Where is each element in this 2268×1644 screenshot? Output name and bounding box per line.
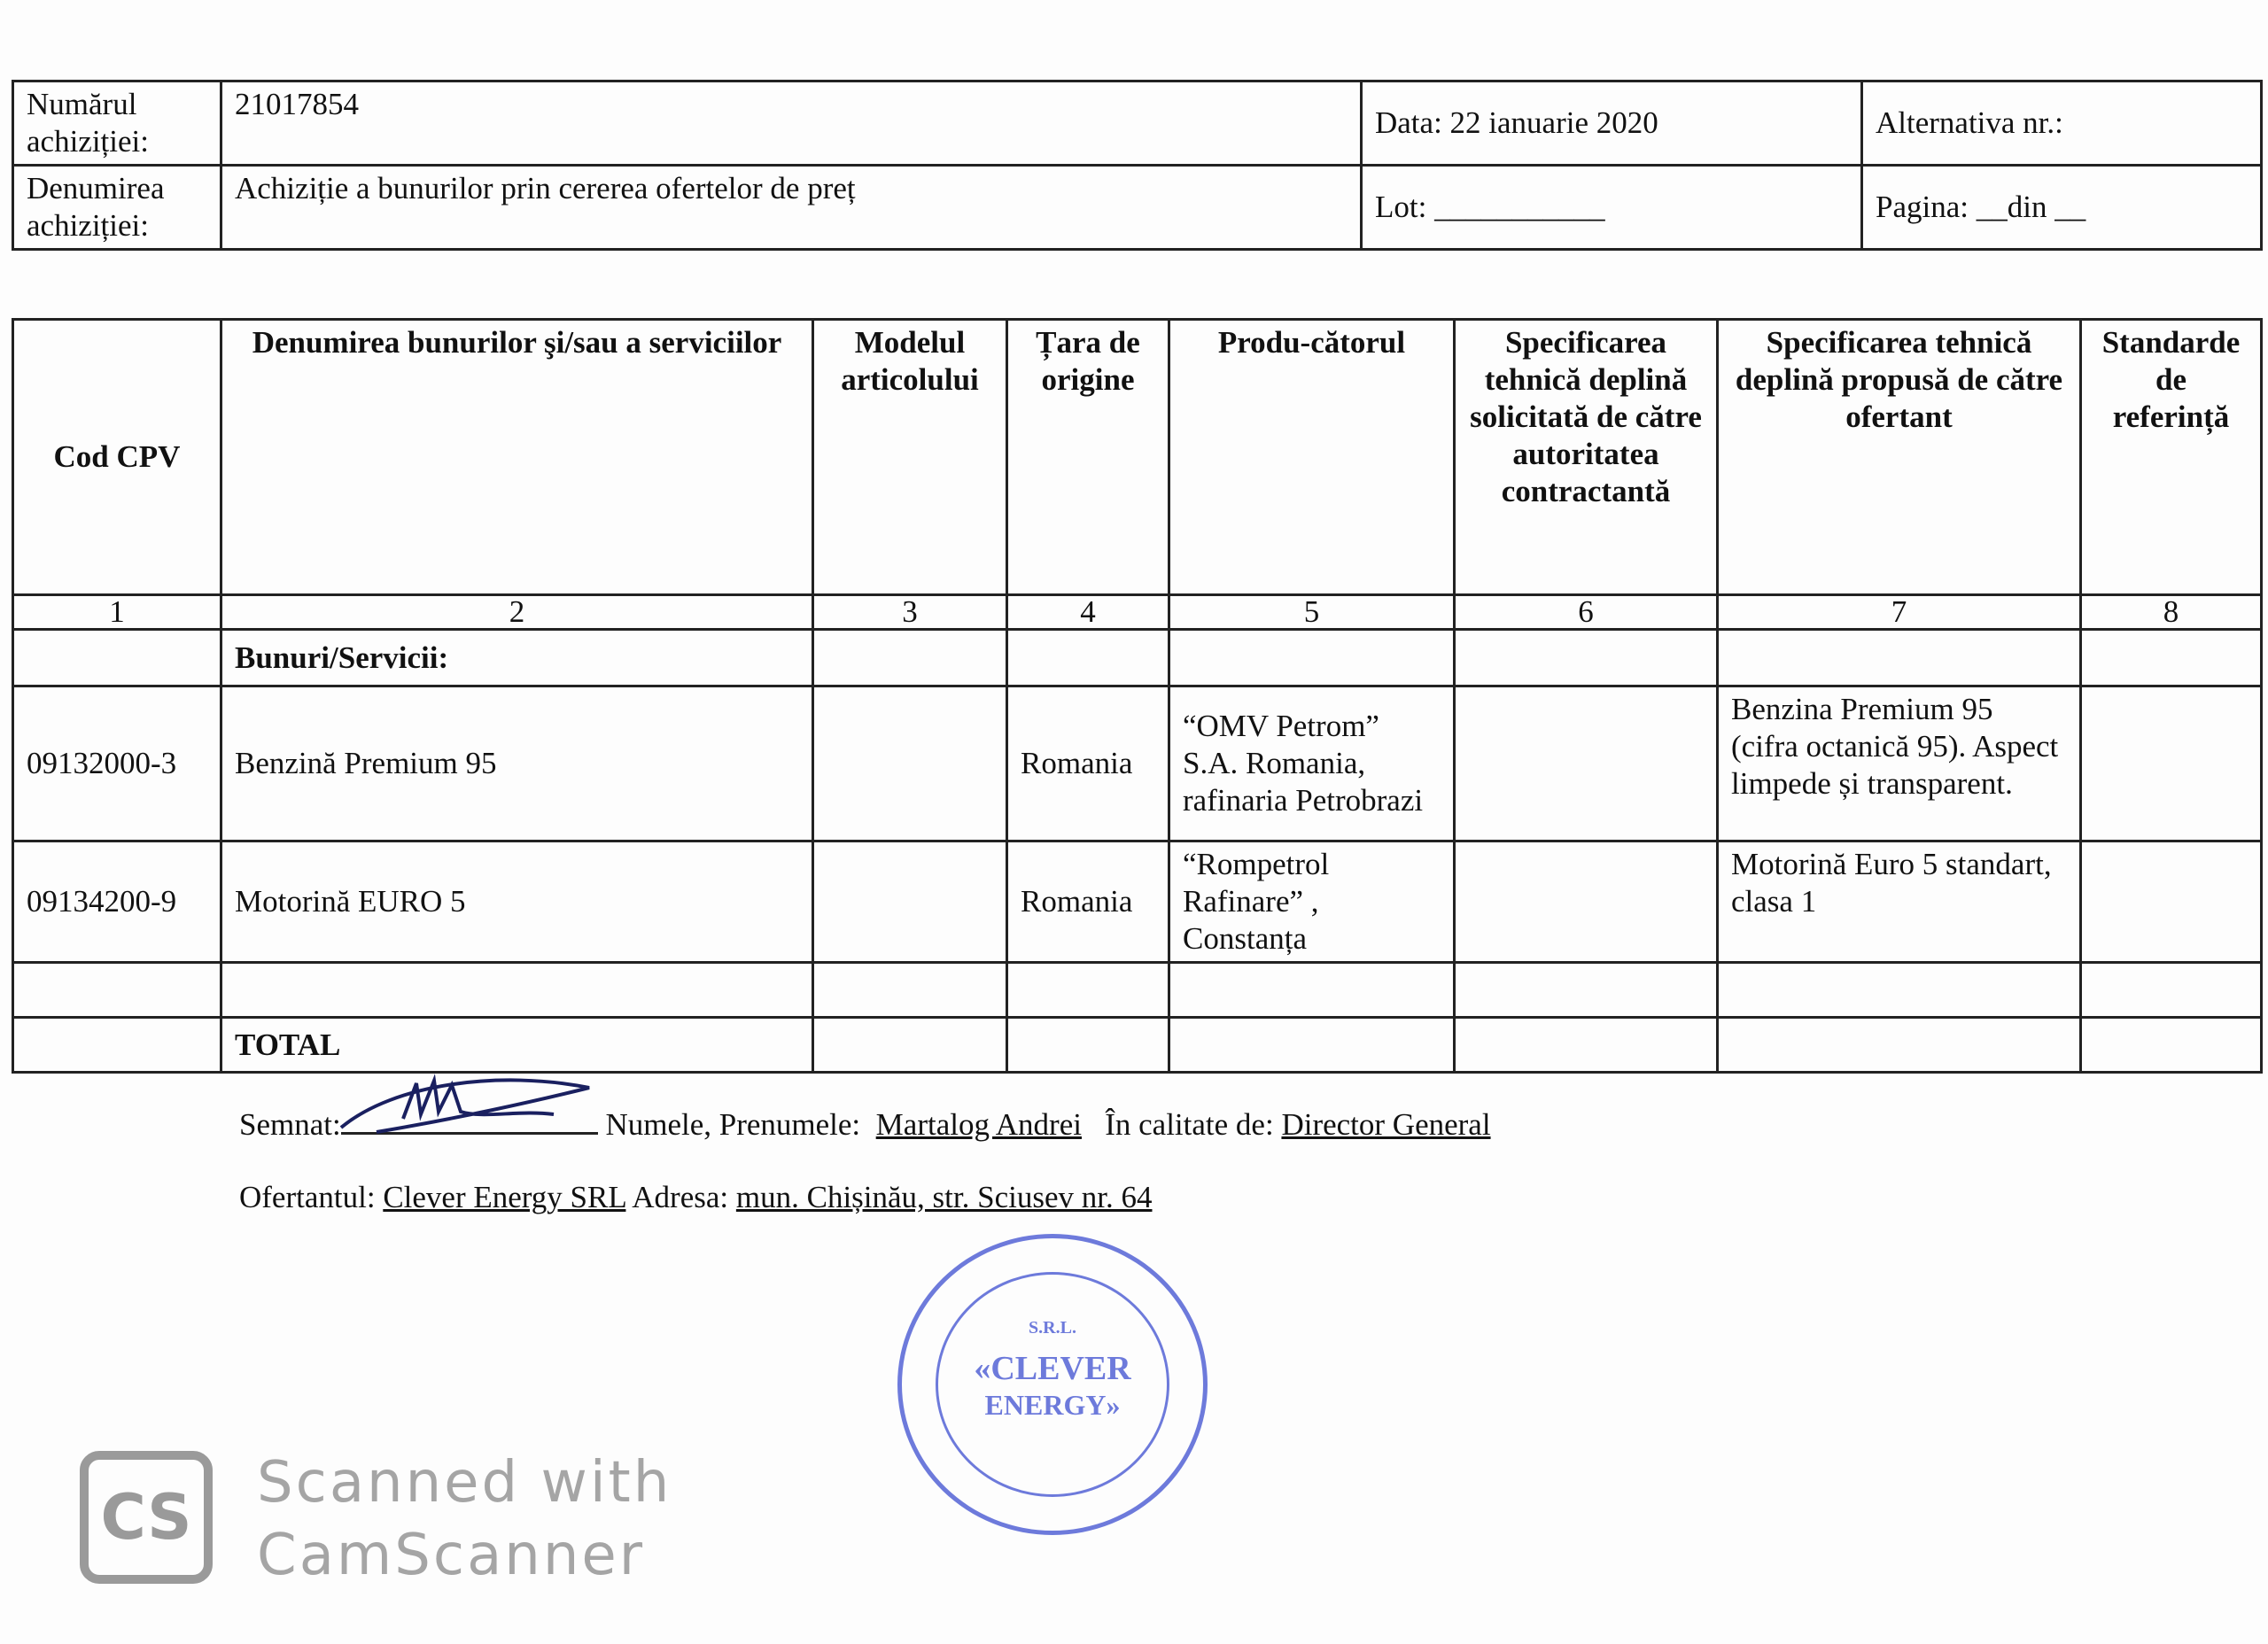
col-number: 2 bbox=[221, 595, 813, 630]
bidder-name: Clever Energy SRL bbox=[383, 1180, 626, 1214]
col-header: Modelul articolului bbox=[813, 320, 1007, 595]
watermark-line-1: Scanned with bbox=[257, 1450, 672, 1516]
stamp-srl: S.R.L. bbox=[1029, 1318, 1076, 1338]
col-number: 4 bbox=[1007, 595, 1169, 630]
signature-line bbox=[12, 1105, 2260, 1144]
column-number-row bbox=[13, 595, 2262, 630]
signature-field bbox=[341, 1105, 598, 1135]
acquisition-number-label: Numărul achiziției: bbox=[13, 81, 221, 166]
col-number: 1 bbox=[13, 595, 221, 630]
col-number: 5 bbox=[1169, 595, 1455, 630]
table-header-row bbox=[13, 320, 2262, 595]
table-row bbox=[13, 686, 2262, 841]
bidder-address: mun. Chișinău, str. Sciusev nr. 64 bbox=[735, 1180, 1153, 1214]
item-model bbox=[813, 841, 1007, 963]
col-number: 8 bbox=[2081, 595, 2262, 630]
signed-label: Semnat: bbox=[239, 1107, 341, 1142]
document-body bbox=[12, 318, 2260, 1535]
section-row bbox=[13, 630, 2262, 686]
col-header: Specificarea tehnică deplină propusă de către ofertant bbox=[1718, 320, 2081, 595]
col-header: Denumirea bunurilor şi/sau a serviciilor bbox=[221, 320, 813, 595]
total-label: TOTAL bbox=[221, 1018, 813, 1073]
col-number: 3 bbox=[813, 595, 1007, 630]
signer-role: Director General bbox=[1281, 1107, 1491, 1142]
stamp-name-1: «CLEVER bbox=[974, 1350, 1131, 1387]
lot: Lot: ___________ bbox=[1362, 166, 1862, 250]
item-model bbox=[813, 686, 1007, 841]
header-table bbox=[12, 80, 2263, 251]
item-country: Romania bbox=[1007, 686, 1169, 841]
col-number: 7 bbox=[1718, 595, 2081, 630]
col-header: Standarde de referință bbox=[2081, 320, 2262, 595]
col-header: Țara de origine bbox=[1007, 320, 1169, 595]
section-label: Bunuri/Servicii: bbox=[221, 630, 813, 686]
item-spec-offered: Benzina Premium 95 (cifra octanică 95). Aspect limpede și transparent. bbox=[1718, 686, 2081, 841]
watermark-line-2: CamScanner bbox=[257, 1523, 646, 1588]
address-label: Adresa: bbox=[632, 1180, 729, 1214]
company-stamp bbox=[897, 1234, 1208, 1535]
item-country: Romania bbox=[1007, 841, 1169, 963]
item-producer: “Rompetrol Rafinare” , Constanța bbox=[1169, 841, 1455, 963]
date: Data: 22 ianuarie 2020 bbox=[1362, 81, 1862, 166]
total-row bbox=[13, 1018, 2262, 1073]
empty-row bbox=[13, 963, 2262, 1018]
item-spec-offered: Motorină Euro 5 standart, clasa 1 bbox=[1718, 841, 2081, 963]
stamp-name-2: ENERGY» bbox=[984, 1389, 1121, 1421]
acquisition-number: 21017854 bbox=[221, 81, 1362, 166]
bidder-line bbox=[12, 1179, 2260, 1216]
handwritten-signature bbox=[323, 1066, 616, 1154]
item-standards bbox=[2081, 841, 2262, 963]
signer-name: Martalog Andrei bbox=[875, 1107, 1082, 1142]
cpv-code: 09134200-9 bbox=[13, 841, 221, 963]
item-spec-required bbox=[1455, 841, 1718, 963]
camscanner-logo: CS bbox=[80, 1451, 213, 1584]
cpv-code: 09132000-3 bbox=[13, 686, 221, 841]
acquisition-name: Achiziție a bunurilor prin cererea ofertelor de preț bbox=[221, 166, 1362, 250]
item-spec-required bbox=[1455, 686, 1718, 841]
table-row bbox=[13, 841, 2262, 963]
role-label: În calitate de: bbox=[1105, 1107, 1274, 1142]
item-name: Motorină EURO 5 bbox=[221, 841, 813, 963]
col-header: Cod CPV bbox=[13, 320, 221, 595]
col-header: Produ-cătorul bbox=[1169, 320, 1455, 595]
item-standards bbox=[2081, 686, 2262, 841]
col-header: Specificarea tehnică deplină solicitată de către autoritatea contractantă bbox=[1455, 320, 1718, 595]
name-label: Numele, Prenumele: bbox=[605, 1107, 861, 1142]
page: Pagina: __din __ bbox=[1862, 166, 2262, 250]
item-producer: “OMV Petrom” S.A. Romania, rafinaria Petrobrazi bbox=[1169, 686, 1455, 841]
alternative: Alternativa nr.: bbox=[1862, 81, 2262, 166]
bidder-label: Ofertantul: bbox=[239, 1180, 376, 1214]
item-name: Benzină Premium 95 bbox=[221, 686, 813, 841]
col-number: 6 bbox=[1455, 595, 1718, 630]
goods-table bbox=[12, 318, 2263, 1074]
acquisition-name-label: Denumirea achiziției: bbox=[13, 166, 221, 250]
